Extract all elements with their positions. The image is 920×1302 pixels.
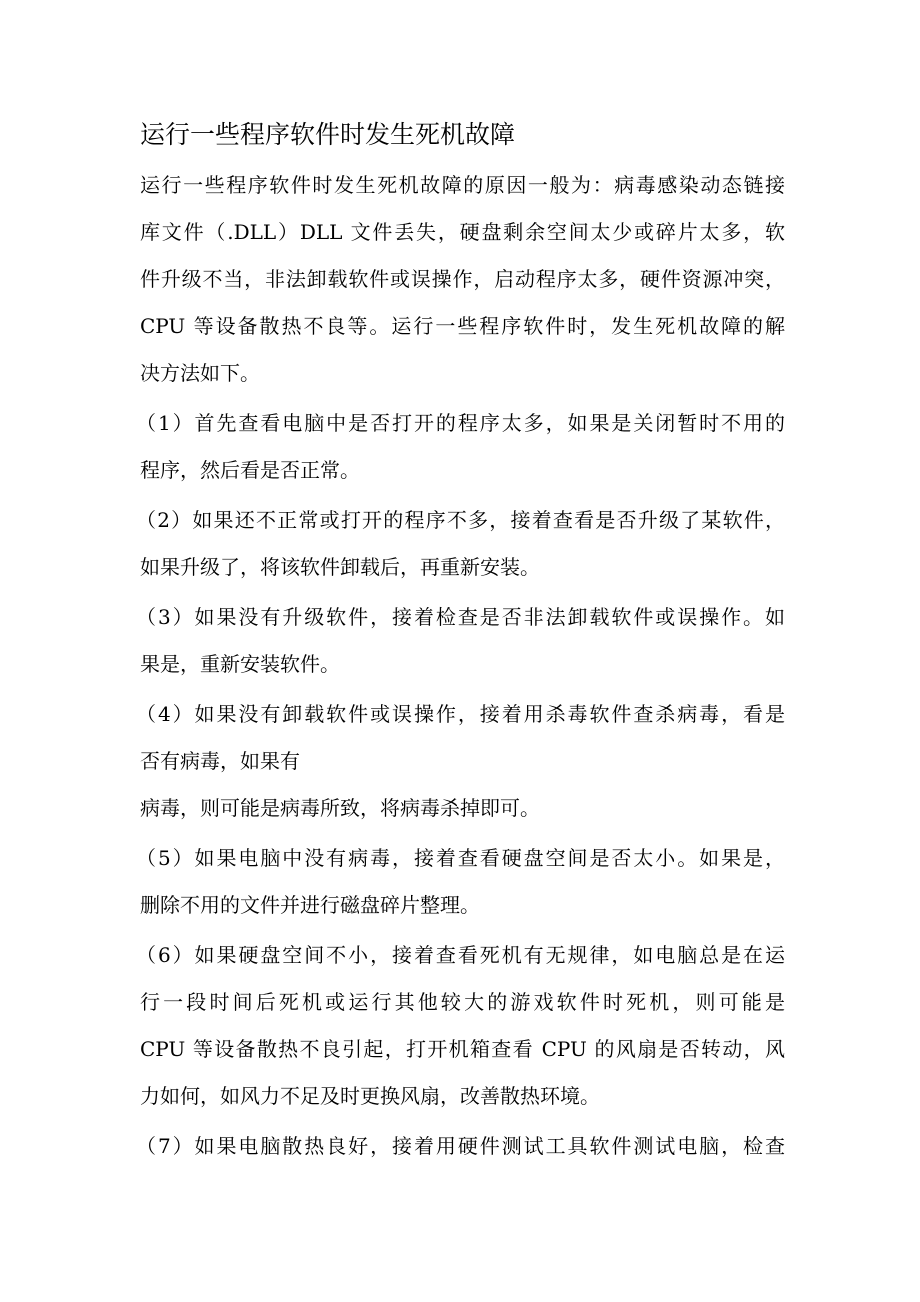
step-line: （5）如果电脑中没有病毒，接着查看硬盘空间是否太小。如果是， <box>136 846 785 870</box>
step-line: （6）如果硬盘空间不小，接着查看死机有无规律，如电脑总是在运 <box>136 943 785 967</box>
paragraph-line: 库文件（.DLL）DLL 文件丢失，硬盘剩余空间太少或碎片太多，软 <box>140 220 785 244</box>
step-line: 行一段时间后死机或运行其他较大的游戏软件时死机，则可能是 <box>140 990 785 1014</box>
step-line: 力如何，如风力不足及时更换风扇，改善散热环境。 <box>140 1084 600 1108</box>
step-line: 否有病毒，如果有 <box>140 749 300 773</box>
document-title: 运行一些程序软件时发生死机故障 <box>140 120 516 149</box>
paragraph-line: 运行一些程序软件时发生死机故障的原因一般为：病毒感染动态链接 <box>140 173 785 197</box>
step-line: 病毒，则可能是病毒所致，将病毒杀掉即可。 <box>140 796 540 820</box>
step-line: 如果升级了，将该软件卸载后，再重新安装。 <box>140 555 540 579</box>
step-line: CPU 等设备散热不良引起，打开机箱查看 CPU 的风扇是否转动，风 <box>140 1037 785 1061</box>
paragraph-line: CPU 等设备散热不良等。运行一些程序软件时，发生死机故障的解 <box>140 314 785 338</box>
paragraph-line: 件升级不当，非法卸载软件或误操作，启动程序太多，硬件资源冲突， <box>140 267 785 291</box>
step-line: （7）如果电脑散热良好，接着用硬件测试工具软件测试电脑，检查 <box>136 1134 785 1158</box>
step-line: 果是，重新安装软件。 <box>140 652 340 676</box>
paragraph-line: 决方法如下。 <box>140 361 260 385</box>
step-line: 程序，然后看是否正常。 <box>140 458 360 482</box>
step-line: （4）如果没有卸载软件或误操作，接着用杀毒软件查杀病毒，看是 <box>136 702 785 726</box>
step-line: 删除不用的文件并进行磁盘碎片整理。 <box>140 893 480 917</box>
step-line: （1）首先查看电脑中是否打开的程序太多，如果是关闭暂时不用的 <box>136 411 785 435</box>
step-line: （3）如果没有升级软件，接着检查是否非法卸载软件或误操作。如 <box>136 605 785 629</box>
step-line: （2）如果还不正常或打开的程序不多，接着查看是否升级了某软件， <box>136 508 785 532</box>
